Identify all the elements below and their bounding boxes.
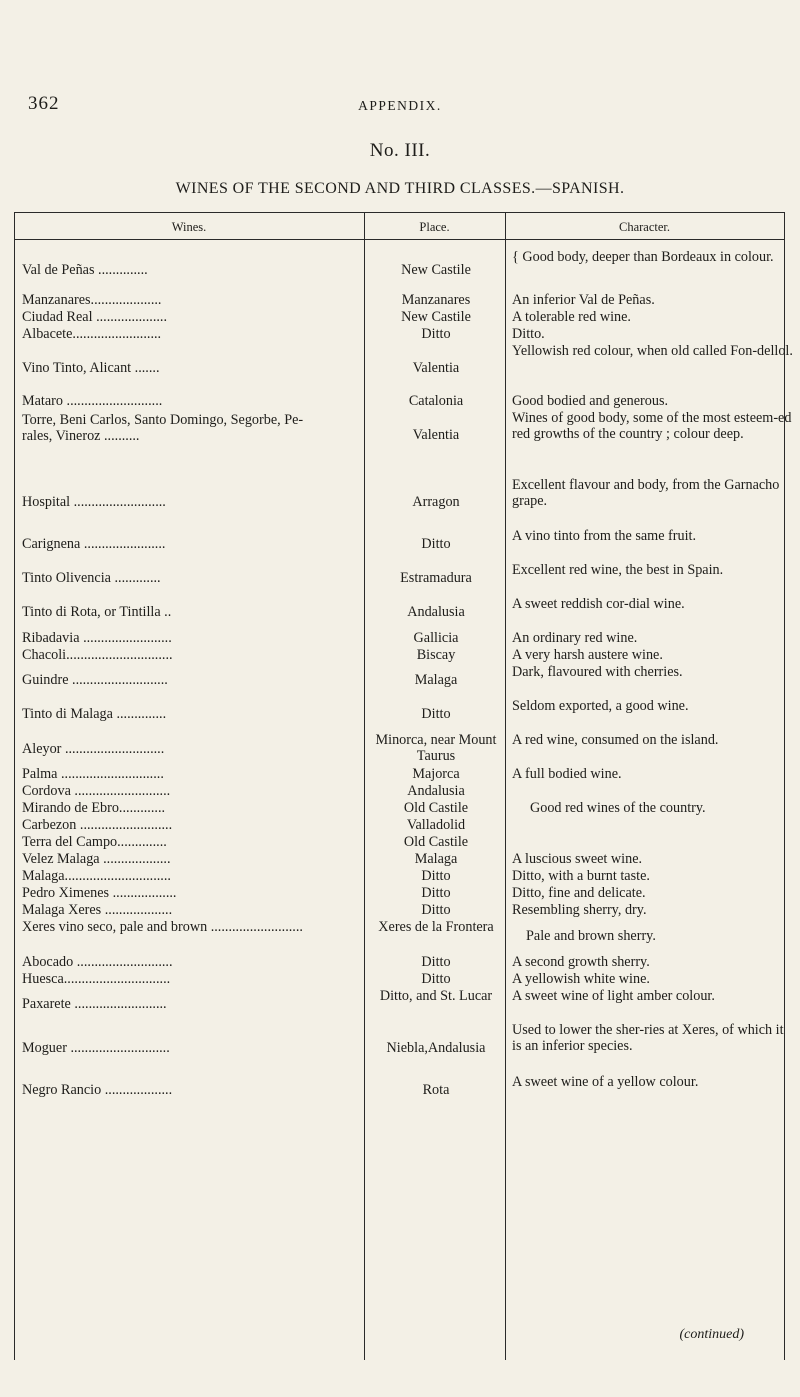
- wine-name: Ciudad Real ....................: [22, 309, 168, 325]
- wine-character: A full bodied wine.: [512, 766, 622, 782]
- page-number: 362: [28, 93, 60, 114]
- wine-character: Seldom exported, a good wine.: [512, 698, 689, 714]
- wine-place: New Castile: [401, 309, 471, 325]
- wine-place: Ditto: [421, 326, 451, 342]
- wine-place: Minorca, near Mount Taurus: [375, 732, 497, 765]
- wine-character: A sweet wine of a yellow colour.: [512, 1074, 699, 1090]
- wine-name: Chacoli..............................: [22, 647, 173, 663]
- wine-place: Catalonia: [408, 393, 464, 409]
- wine-place: Malaga: [414, 851, 458, 867]
- wine-character: A red wine, consumed on the island.: [512, 732, 719, 748]
- wine-character: Excellent red wine, the best in Spain.: [512, 562, 724, 578]
- wine-place: Ditto, and St. Lucar: [379, 988, 493, 1004]
- header-rule: [14, 239, 784, 240]
- wine-place: Ditto: [421, 971, 451, 987]
- wine-character: Excellent flavour and body, from the Garnacho grape.: [512, 477, 780, 510]
- wine-place: Ditto: [421, 954, 451, 970]
- wine-character: Used to lower the sher-ries at Xeres, of which it is an inferior species.: [512, 1022, 784, 1055]
- wine-character: Wines of good body, some of the most esteem-ed red growths of the country ; colour deep.: [512, 410, 792, 443]
- wine-name: Albacete.........................: [22, 326, 162, 342]
- wine-character: Good bodied and generous.: [512, 393, 669, 409]
- wine-name: Tinto Olivencia .............: [22, 570, 161, 586]
- wine-name: Val de Peñas ..............: [22, 262, 148, 278]
- wine-character: Ditto, with a burnt taste.: [512, 868, 650, 884]
- wine-character: Pale and brown sherry.: [526, 928, 656, 944]
- column-header-wines: Wines.: [171, 220, 207, 234]
- wine-place: New Castile: [401, 262, 471, 278]
- wine-name: Torre, Beni Carlos, Santo Domingo, Segorbe, Pe- rales, Vineroz ..........: [22, 412, 304, 445]
- column-rule-1: [364, 212, 365, 1360]
- wine-name: Paxarete ..........................: [22, 996, 167, 1012]
- wine-name: Xeres vino seco, pale and brown ..........................: [22, 919, 303, 935]
- wine-place: Valentia: [412, 360, 460, 376]
- running-head: APPENDIX.: [358, 98, 442, 113]
- wine-character: A sweet reddish cor-dial wine.: [512, 596, 685, 612]
- column-rule-right: [784, 212, 785, 1360]
- wine-character: A luscious sweet wine.: [512, 851, 643, 867]
- continued-note: (continued): [679, 1327, 744, 1342]
- wine-name: Abocado ...........................: [22, 954, 173, 970]
- wine-name: Velez Malaga ...................: [22, 851, 171, 867]
- wine-character: A second growth sherry.: [512, 954, 650, 970]
- column-header-character: Character.: [618, 220, 670, 234]
- wine-name: Tinto di Malaga ..............: [22, 706, 167, 722]
- wine-place: Estramadura: [400, 570, 472, 586]
- wine-place: Xeres de la Frontera: [378, 919, 494, 935]
- wine-name: Negro Rancio ...................: [22, 1082, 173, 1098]
- wine-name: Malaga Xeres ...................: [22, 902, 173, 918]
- wine-character: A very harsh austere wine.: [512, 647, 663, 663]
- wine-name: Guindre ...........................: [22, 672, 168, 688]
- column-rule-2: [505, 212, 506, 1360]
- wine-place: Andalusia: [407, 604, 465, 620]
- wine-place: Old Castile: [403, 834, 469, 850]
- wine-name: Pedro Ximenes ..................: [22, 885, 177, 901]
- wine-name: Hospital ..........................: [22, 494, 166, 510]
- wine-character: A sweet wine of light amber colour.: [512, 988, 715, 1004]
- wine-name: Vino Tinto, Alicant .......: [22, 360, 160, 376]
- table-number: No. III.: [369, 140, 431, 161]
- column-header-place: Place.: [419, 220, 450, 234]
- wine-place: Ditto: [421, 868, 451, 884]
- table-top-rule: [14, 212, 784, 213]
- wine-character: A tolerable red wine.: [512, 309, 631, 325]
- table-title: WINES OF THE SECOND AND THIRD CLASSES.—SPANISH.: [175, 180, 625, 197]
- wine-name: Ribadavia .........................: [22, 630, 172, 646]
- wine-name: Palma .............................: [22, 766, 164, 782]
- column-rule-left: [14, 212, 15, 1360]
- wine-character: { Good body, deeper than Bordeaux in colour.: [512, 249, 774, 265]
- wine-name: Moguer ............................: [22, 1040, 170, 1056]
- wine-name: Mirando de Ebro.............: [22, 800, 166, 816]
- wine-character: Ditto.: [512, 326, 545, 342]
- wine-character: Yellowish red colour, when old called Fon-dellol.: [512, 343, 793, 359]
- wine-place: Ditto: [421, 536, 451, 552]
- wine-place: Andalusia: [407, 783, 465, 799]
- wine-place: Gallicia: [413, 630, 459, 646]
- wine-name: Malaga..............................: [22, 868, 171, 884]
- wine-place: Valladolid: [406, 817, 466, 833]
- wine-name: Cordova ...........................: [22, 783, 171, 799]
- wine-place: Niebla,Andalusia: [386, 1040, 486, 1056]
- wine-name: Tinto di Rota, or Tintilla ..: [22, 604, 172, 620]
- wine-character: Resembling sherry, dry.: [512, 902, 647, 918]
- wine-place: Malaga: [414, 672, 458, 688]
- wine-place: Majorca: [412, 766, 460, 782]
- wine-character: Good red wines of the country.: [530, 800, 706, 816]
- wine-place: Ditto: [421, 706, 451, 722]
- wine-character: An inferior Val de Peñas.: [512, 292, 655, 308]
- wine-character: A yellowish white wine.: [512, 971, 650, 987]
- wine-place: Ditto: [421, 885, 451, 901]
- wine-place: Arragon: [412, 494, 460, 510]
- wine-place: Biscay: [416, 647, 456, 663]
- wine-place: Old Castile: [403, 800, 469, 816]
- wine-name: Mataro ...........................: [22, 393, 163, 409]
- wine-name: Aleyor ............................: [22, 741, 165, 757]
- wine-place: Ditto: [421, 902, 451, 918]
- wine-name: Huesca..............................: [22, 971, 171, 987]
- wine-place: Manzanares: [401, 292, 471, 308]
- wine-place: Valentia: [412, 427, 460, 443]
- wine-character: A vino tinto from the same fruit.: [512, 528, 697, 544]
- wine-character: An ordinary red wine.: [512, 630, 638, 646]
- wine-character: Dark, flavoured with cherries.: [512, 664, 683, 680]
- wine-name: Manzanares....................: [22, 292, 162, 308]
- wine-name: Carignena .......................: [22, 536, 166, 552]
- wine-character: Ditto, fine and delicate.: [512, 885, 646, 901]
- wine-name: Carbezon ..........................: [22, 817, 173, 833]
- wine-name: Terra del Campo..............: [22, 834, 167, 850]
- wine-place: Rota: [422, 1082, 450, 1098]
